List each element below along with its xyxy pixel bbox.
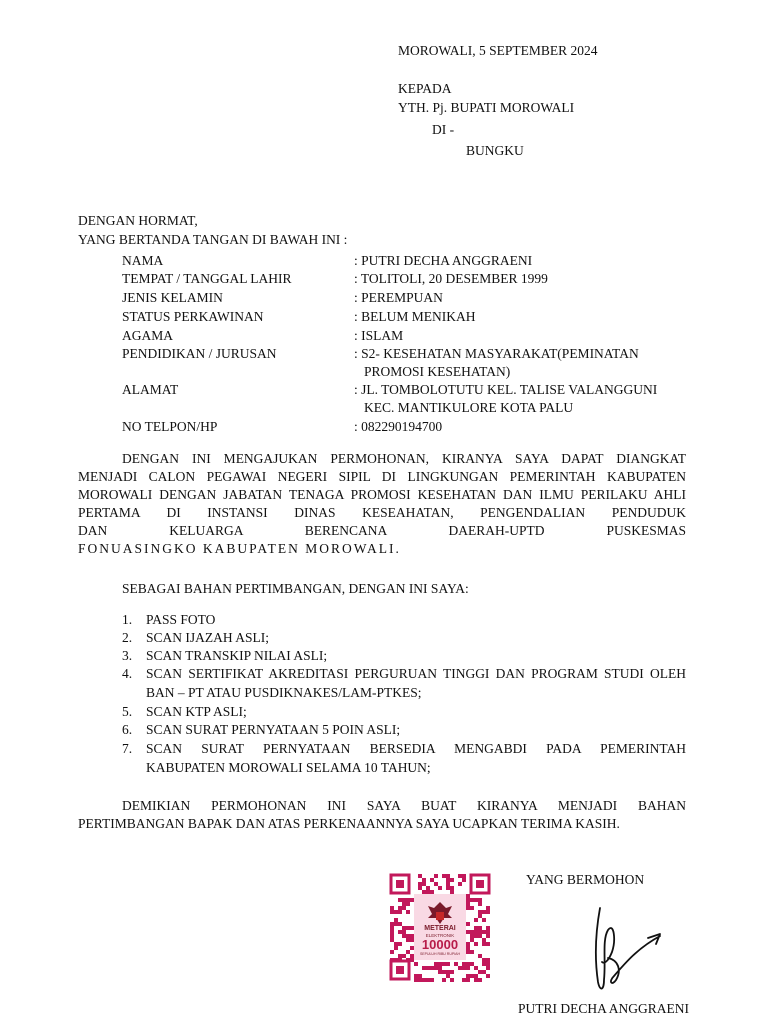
list-text: SCAN SERTIFIKAT AKREDITASI PERGURUAN TINGGI DAN PROGRAM STUDI OLEH: [146, 666, 686, 681]
to-label: KEPADA: [398, 81, 452, 96]
identity-label: STATUS PERKAWINAN: [122, 309, 264, 324]
list-item: [122, 647, 686, 665]
closing-paragraph: [78, 797, 686, 833]
identity-value: : TOLITOLI, 20 DESEMBER 1999: [354, 271, 548, 286]
identity-label: JENIS KELAMIN: [122, 290, 223, 305]
recipient-city: BUNGKU: [466, 143, 524, 158]
identity-row: [122, 327, 403, 345]
handwritten-signature: [578, 900, 668, 1000]
list-number: 5.: [122, 704, 133, 719]
list-text: SCAN IJAZAH ASLI;: [146, 630, 270, 645]
closing-line: PERTIMBANGAN BAPAK DAN ATAS PERKENAANNYA SAYA UCAPKAN TERIMA KASIH.: [78, 816, 620, 831]
intro-line: YANG BERTANDA TANGAN DI BAWAH INI :: [78, 232, 348, 247]
identity-value: : JL. TOMBOLOTUTU KEL. TALISE VALANGGUNI: [354, 382, 658, 397]
paragraph-line: PERTAMA DI INSTANSI DINAS KESEAHATAN, PENGENDALIAN PENDUDUK: [78, 505, 686, 520]
identity-value: : BELUM MENIKAH: [354, 309, 476, 324]
list-text: SCAN SURAT PERNYATAAN 5 POIN ASLI;: [146, 722, 401, 737]
meterai-amount: 10000: [421, 937, 459, 952]
identity-row: [122, 345, 639, 363]
paragraph-line: MOROWALI DENGAN JABATAN TENAGA PROMOSI KESEHATAN DAN ILMU PERILAKU AHLI: [78, 487, 686, 502]
list-number: 7.: [122, 741, 133, 756]
identity-row: [122, 252, 532, 270]
identity-row: [122, 270, 548, 288]
list-item: [122, 665, 686, 683]
identity-value: : S2- KESEHATAN MASYARAKAT(PEMINATAN: [354, 346, 639, 361]
identity-value-continued: PROMOSI KESEHATAN): [364, 364, 511, 379]
list-text: SCAN TRANSKIP NILAI ASLI;: [146, 648, 328, 663]
list-item: [122, 703, 686, 721]
list-text: SCAN KTP ASLI;: [146, 704, 247, 719]
list-text: PASS FOTO: [146, 612, 216, 627]
list-text-continued: KABUPATEN MOROWALI SELAMA 10 TAHUN;: [146, 760, 431, 775]
list-item: [122, 629, 686, 647]
meterai-amount-words: SEPULUH RIBU RUPIAH: [419, 952, 461, 956]
identity-value-continued: KEC. MANTIKULORE KOTA PALU: [364, 400, 574, 415]
signer-name: PUTRI DECHA ANGGRAENI: [518, 1001, 690, 1016]
list-number: 1.: [122, 612, 133, 627]
identity-row: [122, 381, 657, 399]
signature-caption: YANG BERMOHON: [526, 872, 645, 887]
identity-row: [122, 308, 476, 326]
paragraph-line: MENJADI CALON PEGAWAI NEGERI SIPIL DI LINGKUNGAN PEMERINTAH KABUPATEN: [78, 469, 686, 484]
identity-label: AGAMA: [122, 328, 174, 343]
list-item: [122, 740, 686, 758]
list-number: 2.: [122, 630, 133, 645]
list-item: [122, 721, 686, 739]
paragraph-line: DENGAN INI MENGAJUKAN PERMOHONAN, KIRANYA SAYA DAPAT DIANGKAT: [122, 451, 686, 466]
e-meterai-stamp: [388, 872, 492, 982]
identity-value: : ISLAM: [354, 328, 404, 343]
salutation: DENGAN HORMAT,: [78, 213, 198, 228]
list-number: 3.: [122, 648, 133, 663]
identity-value: : PEREMPUAN: [354, 290, 443, 305]
place-date: MOROWALI, 5 SEPTEMBER 2024: [398, 43, 598, 58]
meterai-label: METERAI: [424, 925, 456, 932]
list-number: 6.: [122, 722, 133, 737]
identity-label: ALAMAT: [122, 382, 179, 397]
list-text-continued: BAN – PT ATAU PUSDIKNAKES/LAM-PTKES;: [146, 685, 422, 700]
identity-value: : PUTRI DECHA ANGGRAENI: [354, 253, 533, 268]
identity-row: [122, 289, 443, 307]
meterai-sublabel: ELEKTRONIK: [425, 933, 455, 938]
identity-label: NAMA: [122, 253, 164, 268]
list-text: SCAN SURAT PERNYATAAN BERSEDIA MENGABDI PADA PEMERINTAH: [146, 741, 686, 756]
paragraph-line: DAN KELUARGA BERENCANA DAERAH-UPTD PUSKESMAS: [78, 523, 686, 538]
identity-label: NO TELPON/HP: [122, 419, 218, 434]
paragraph-line: FONUASINGKO KABUPATEN MOROWALI.: [78, 541, 401, 556]
list-item: [122, 611, 686, 629]
closing-line: DEMIKIAN PERMOHONAN INI SAYA BUAT KIRANYA MENJADI BAHAN: [122, 798, 686, 813]
recipient: YTH. Pj. BUPATI MOROWALI: [398, 100, 575, 115]
body-paragraph: [78, 450, 686, 558]
identity-label: PENDIDIKAN / JURUSAN: [122, 346, 277, 361]
identity-label: TEMPAT / TANGGAL LAHIR: [122, 271, 292, 286]
di-label: DI -: [432, 122, 455, 137]
list-number: 4.: [122, 666, 133, 681]
attachments-intro: SEBAGAI BAHAN PERTIMBANGAN, DENGAN INI SAYA:: [122, 581, 469, 596]
identity-value: : 082290194700: [354, 419, 443, 434]
identity-row: [122, 418, 442, 436]
